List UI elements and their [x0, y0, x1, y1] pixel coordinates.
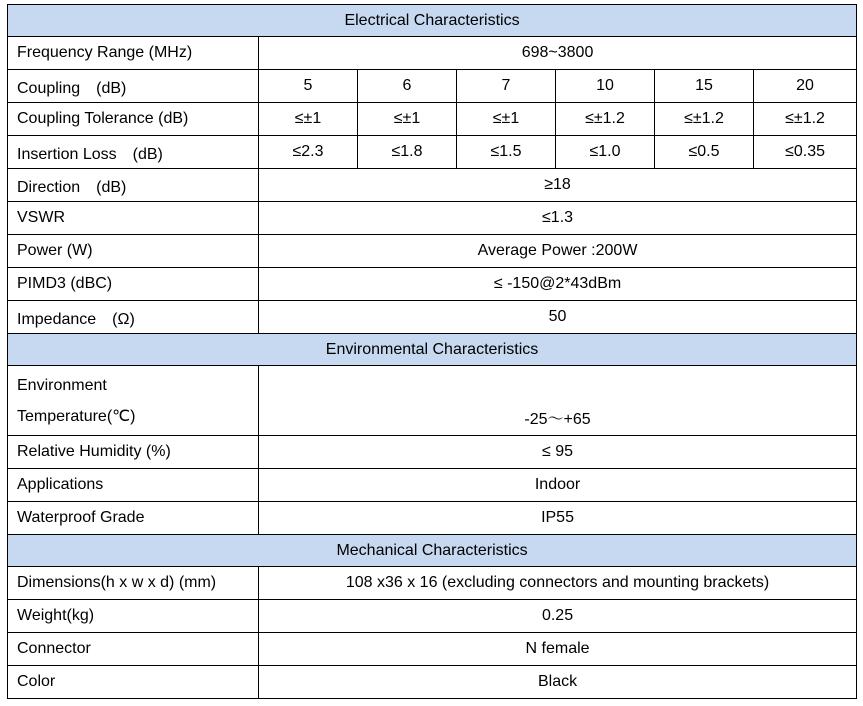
cell-value: ≤0.5 [655, 136, 754, 169]
row-label: Impedance (Ω) [8, 301, 259, 334]
spec-table [7, 4, 857, 699]
row-label: Relative Humidity (%) [8, 436, 259, 469]
cell-value: ≤±1 [457, 103, 556, 136]
section-header-mechanical [8, 535, 857, 567]
row-value: Indoor [259, 469, 857, 502]
cell-value: ≤±1.2 [655, 103, 754, 136]
table-row [8, 169, 857, 202]
table-row [8, 202, 857, 235]
cell-value: ≤1.5 [457, 136, 556, 169]
row-label: Connector [8, 633, 259, 666]
table-row [8, 136, 857, 169]
row-label: PIMD3 (dBC) [8, 268, 259, 301]
table-row [8, 436, 857, 469]
row-label: Dimensions(h x w x d) (mm) [8, 567, 259, 600]
row-value: 108 x36 x 16 (excluding connectors and mounting brackets) [259, 567, 857, 600]
table-row [8, 600, 857, 633]
cell-value: ≤2.3 [259, 136, 358, 169]
cell-value: ≤±1.2 [556, 103, 655, 136]
row-value: ≥18 [259, 169, 857, 202]
cell-value: ≤±1 [358, 103, 457, 136]
table-row [8, 633, 857, 666]
row-label: Weight(kg) [8, 600, 259, 633]
section-header-environmental [8, 334, 857, 366]
row-label: Insertion Loss (dB) [8, 136, 259, 169]
row-label: Coupling (dB) [8, 70, 259, 103]
row-value: Black [259, 666, 857, 699]
row-label-line: Environment [17, 376, 107, 394]
row-value: 50 [259, 301, 857, 334]
cell-value: 5 [259, 70, 358, 103]
table-row [8, 37, 857, 70]
table-row [8, 502, 857, 535]
row-label: Direction (dB) [8, 169, 259, 202]
cell-value: ≤±1 [259, 103, 358, 136]
cell-value: 7 [457, 70, 556, 103]
section-title: Electrical Characteristics [8, 5, 857, 37]
row-value: 698~3800 [259, 37, 857, 70]
cell-value: ≤0.35 [754, 136, 857, 169]
row-label: Frequency Range (MHz) [8, 37, 259, 70]
cell-value: 15 [655, 70, 754, 103]
table-row [8, 235, 857, 268]
cell-value: ≤±1.2 [754, 103, 857, 136]
row-label: VSWR [8, 202, 259, 235]
table-row [8, 301, 857, 334]
row-label: Applications [8, 469, 259, 502]
cell-value: 20 [754, 70, 857, 103]
row-value: IP55 [259, 502, 857, 535]
section-title: Mechanical Characteristics [8, 535, 857, 567]
table-row [8, 103, 857, 136]
cell-value: 10 [556, 70, 655, 103]
row-label: Coupling Tolerance (dB) [8, 103, 259, 136]
row-label: Power (W) [8, 235, 259, 268]
cell-value: ≤1.8 [358, 136, 457, 169]
row-value: ≤1.3 [259, 202, 857, 235]
row-value: -25～+65 [259, 366, 857, 436]
row-value: ≤ 95 [259, 436, 857, 469]
table-row [8, 70, 857, 103]
section-header-electrical [8, 5, 857, 37]
cell-value: ≤1.0 [556, 136, 655, 169]
row-value: Average Power :200W [259, 235, 857, 268]
row-value: 0.25 [259, 600, 857, 633]
row-label: Color [8, 666, 259, 699]
cell-value: 6 [358, 70, 457, 103]
row-value: ≤ -150@2*43dBm [259, 268, 857, 301]
section-title: Environmental Characteristics [8, 334, 857, 366]
table-row [8, 567, 857, 600]
table-row [8, 268, 857, 301]
table-row [8, 469, 857, 502]
row-label: Waterproof Grade [8, 502, 259, 535]
table-row [8, 366, 857, 436]
row-value: N female [259, 633, 857, 666]
row-label [8, 366, 259, 436]
table-row [8, 666, 857, 699]
row-label-line: Temperature(℃) [17, 407, 136, 425]
